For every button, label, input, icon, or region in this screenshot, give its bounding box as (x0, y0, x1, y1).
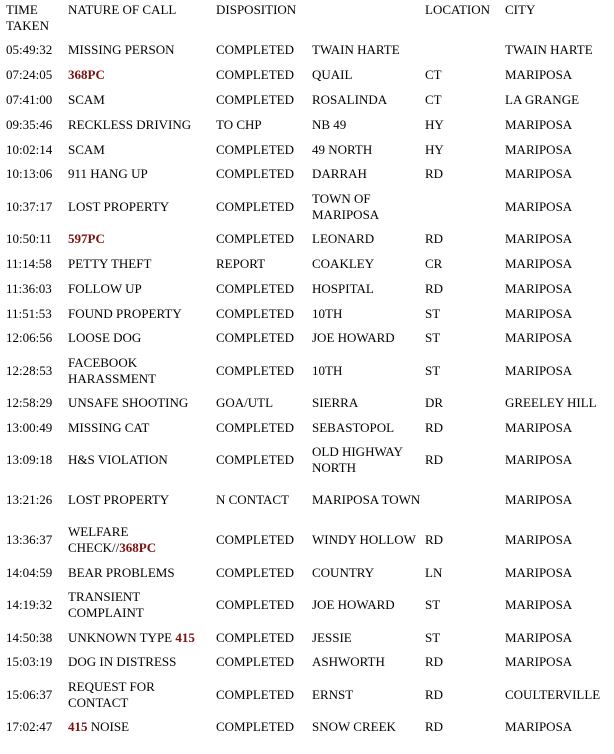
time-cell: 14:50:38 (6, 629, 53, 645)
disposition-cell: COMPLETED (216, 564, 294, 580)
nature-cell (68, 306, 216, 322)
header-disposition: DISPOSITION (216, 2, 297, 17)
location-cell: JOE HOWARD (312, 330, 395, 346)
location-type-cell: ST (425, 597, 441, 613)
disposition-cell: COMPLETED (216, 280, 294, 296)
disposition-cell: COMPLETED (216, 686, 294, 702)
table-row (6, 391, 612, 416)
nature-code: 415 (175, 629, 195, 645)
city-cell: MARIPOSA (505, 67, 573, 83)
nature-text: LOST PROPERTY (68, 492, 170, 508)
location-type-cell: ST (425, 305, 441, 321)
time-cell: 10:02:14 (6, 141, 53, 157)
location-type-cell: CR (425, 255, 443, 271)
nature-cell (68, 492, 216, 508)
table-row (6, 675, 612, 715)
city-cell: MARIPOSA (505, 305, 573, 321)
time-cell: 07:41:00 (6, 91, 53, 107)
city-cell: MARIPOSA (505, 255, 573, 271)
city-cell: MARIPOSA (505, 231, 573, 247)
nature-text: BEAR PROBLEMS (68, 564, 175, 580)
nature-text: SCAM (68, 141, 105, 157)
time-cell: 15:06:37 (6, 686, 53, 702)
table-row (6, 440, 612, 480)
location-cell: COUNTRY (312, 564, 375, 580)
time-cell: 10:13:06 (6, 166, 53, 182)
time-cell: 12:58:29 (6, 395, 53, 411)
table-row (6, 88, 612, 113)
location-type-cell: RD (425, 719, 444, 735)
time-cell: 15:03:19 (6, 654, 53, 670)
table-row (6, 326, 612, 351)
location-cell: ASHWORTH (312, 654, 385, 670)
location-cell: QUAIL (312, 67, 353, 83)
location-cell: MARIPOSA TOWN (312, 492, 421, 508)
location-cell: 49 NORTH (312, 141, 373, 157)
location-type-cell: LN (425, 564, 443, 580)
call-log-table (6, 0, 612, 740)
table-row (6, 301, 612, 326)
disposition-cell: GOA/UTL (216, 395, 274, 411)
nature-text: RECKLESS DRIVING (68, 116, 192, 132)
disposition-cell: COMPLETED (216, 166, 294, 182)
table-row (6, 112, 612, 137)
time-cell: 11:51:53 (6, 305, 52, 321)
table-body (6, 38, 612, 740)
nature-text: PETTY THEFT (68, 255, 152, 271)
table-row (6, 276, 612, 301)
table-row (6, 227, 612, 252)
nature-cell (68, 452, 216, 468)
city-cell: MARIPOSA (505, 719, 573, 735)
nature-text: LOST PROPERTY (68, 198, 170, 214)
nature-text: FOLLOW UP (68, 280, 142, 296)
location-type-cell: HY (425, 116, 444, 132)
time-cell: 09:35:46 (6, 116, 53, 132)
nature-text: UNSAFE SHOOTING (68, 395, 189, 411)
location-type-cell: RD (425, 280, 444, 296)
disposition-cell: COMPLETED (216, 67, 294, 83)
location-cell: DARRAH (312, 166, 367, 182)
city-cell: MARIPOSA (505, 330, 573, 346)
location-cell: SIERRA (312, 395, 359, 411)
nature-cell (68, 524, 216, 556)
location-cell: TOWN OF MARIPOSA (312, 190, 380, 222)
nature-cell (68, 256, 216, 272)
disposition-cell: COMPLETED (216, 42, 294, 58)
header-nature: NATURE OF CALL (68, 2, 177, 17)
disposition-cell: N CONTACT (216, 492, 289, 508)
header-location: LOCATION (425, 2, 490, 17)
disposition-cell: COMPLETED (216, 231, 294, 247)
location-cell: WINDY HOLLOW (312, 532, 416, 548)
nature-text: H&S VIOLATION (68, 452, 168, 468)
disposition-cell: COMPLETED (216, 305, 294, 321)
time-cell: 12:06:56 (6, 330, 53, 346)
table-row (6, 520, 612, 560)
city-cell: MARIPOSA (505, 141, 573, 157)
nature-code: 368PC (119, 540, 157, 556)
table-row (6, 650, 612, 675)
nature-cell (68, 395, 216, 411)
nature-text: 368PC (68, 67, 105, 83)
time-cell: 10:50:11 (6, 231, 52, 247)
time-cell: 10:37:17 (6, 198, 53, 214)
time-cell: 17:02:47 (6, 719, 53, 735)
nature-text: 911 HANG UP (68, 166, 148, 182)
time-cell: 07:24:05 (6, 67, 53, 83)
table-row (6, 351, 612, 391)
disposition-cell: COMPLETED (216, 91, 294, 107)
table-row (6, 416, 612, 441)
location-type-cell: CT (425, 67, 442, 83)
location-cell: SNOW CREEK (312, 719, 396, 735)
disposition-cell: COMPLETED (216, 419, 294, 435)
nature-cell (68, 719, 216, 735)
disposition-cell: COMPLETED (216, 629, 294, 645)
table-row (6, 162, 612, 187)
location-type-cell: CT (425, 91, 442, 107)
location-type-cell: RD (425, 419, 444, 435)
nature-text: NOISE (87, 719, 130, 735)
city-cell: MARIPOSA (505, 280, 573, 296)
disposition-cell: COMPLETED (216, 362, 294, 378)
table-row (6, 480, 612, 520)
city-cell: MARIPOSA (505, 492, 573, 508)
location-cell: JESSIE (312, 629, 352, 645)
nature-text: TRANSIENT COMPLAINT (68, 589, 144, 621)
nature-cell (68, 199, 216, 215)
location-cell: SEBASTOPOL (312, 419, 395, 435)
table-row (6, 137, 612, 162)
location-type-cell: ST (425, 330, 441, 346)
city-cell: GREELEY HILL (505, 395, 597, 411)
time-cell: 13:36:37 (6, 532, 53, 548)
time-cell: 12:28:53 (6, 362, 53, 378)
location-type-cell: RD (425, 452, 444, 468)
disposition-cell: COMPLETED (216, 654, 294, 670)
location-cell: HOSPITAL (312, 280, 374, 296)
nature-text: MISSING PERSON (68, 42, 175, 58)
location-type-cell: HY (425, 141, 444, 157)
nature-cell (68, 330, 216, 346)
city-cell: MARIPOSA (505, 198, 573, 214)
location-cell: OLD HIGHWAY NORTH (312, 444, 403, 476)
location-type-cell: RD (425, 532, 444, 548)
location-type-cell: RD (425, 686, 444, 702)
table-row (6, 625, 612, 650)
city-cell: LA GRANGE (505, 91, 580, 107)
location-type-cell: RD (425, 654, 444, 670)
city-cell: COULTERVILLE (505, 686, 601, 702)
nature-cell (68, 166, 216, 182)
nature-cell (68, 630, 216, 646)
nature-text: FOUND PROPERTY (68, 305, 182, 321)
time-cell: 11:36:03 (6, 280, 52, 296)
location-type-cell: ST (425, 629, 441, 645)
header-time: TIME TAKEN (6, 2, 50, 33)
location-cell: JOE HOWARD (312, 597, 395, 613)
location-type-cell: DR (425, 395, 444, 411)
nature-cell (68, 42, 216, 58)
nature-cell (68, 679, 216, 711)
nature-cell (68, 654, 216, 670)
disposition-cell: COMPLETED (216, 597, 294, 613)
nature-cell (68, 420, 216, 436)
location-cell: LEONARD (312, 231, 375, 247)
city-cell: MARIPOSA (505, 419, 573, 435)
nature-cell (68, 355, 216, 387)
table-row (6, 38, 612, 63)
nature-code: 415 (68, 719, 88, 735)
nature-cell (68, 565, 216, 581)
city-cell: MARIPOSA (505, 629, 573, 645)
city-cell: MARIPOSA (505, 532, 573, 548)
nature-cell (68, 142, 216, 158)
table-row (6, 585, 612, 625)
disposition-cell: COMPLETED (216, 719, 294, 735)
disposition-cell: REPORT (216, 255, 266, 271)
disposition-cell: COMPLETED (216, 532, 294, 548)
location-cell: NB 49 (312, 116, 347, 132)
time-cell: 13:21:26 (6, 492, 53, 508)
location-type-cell: RD (425, 166, 444, 182)
city-cell: MARIPOSA (505, 362, 573, 378)
time-cell: 14:19:32 (6, 597, 53, 613)
nature-cell (68, 67, 216, 83)
nature-cell (68, 231, 216, 247)
location-cell: 10TH (312, 305, 343, 321)
nature-text: SCAM (68, 91, 105, 107)
location-cell: ROSALINDA (312, 91, 388, 107)
time-cell: 13:00:49 (6, 419, 53, 435)
nature-text: MISSING CAT (68, 419, 150, 435)
nature-cell (68, 281, 216, 297)
location-cell: 10TH (312, 362, 343, 378)
time-cell: 11:14:58 (6, 255, 52, 271)
city-cell: TWAIN HARTE (505, 42, 593, 58)
disposition-cell: COMPLETED (216, 452, 294, 468)
header-city: CITY (505, 2, 536, 17)
nature-text: WELFARE CHECK// (68, 524, 129, 556)
nature-text: DOG IN DISTRESS (68, 654, 177, 670)
location-type-cell: ST (425, 362, 441, 378)
city-cell: MARIPOSA (505, 654, 573, 670)
header-row (6, 0, 612, 38)
nature-text: 597PC (68, 231, 105, 247)
location-cell: COAKLEY (312, 255, 375, 271)
time-cell: 13:09:18 (6, 452, 53, 468)
disposition-cell: COMPLETED (216, 198, 294, 214)
time-cell: 05:49:32 (6, 42, 53, 58)
city-cell: MARIPOSA (505, 166, 573, 182)
location-cell: ERNST (312, 686, 354, 702)
city-cell: MARIPOSA (505, 116, 573, 132)
nature-cell (68, 589, 216, 621)
disposition-cell: COMPLETED (216, 141, 294, 157)
table-row (6, 715, 612, 740)
table-row (6, 187, 612, 227)
location-cell: TWAIN HARTE (312, 42, 400, 58)
time-cell: 14:04:59 (6, 564, 53, 580)
disposition-cell: TO CHP (216, 116, 262, 132)
city-cell: MARIPOSA (505, 452, 573, 468)
location-type-cell: RD (425, 231, 444, 247)
city-cell: MARIPOSA (505, 597, 573, 613)
table-row (6, 560, 612, 585)
table-row (6, 63, 612, 88)
nature-text: REQUEST FOR CONTACT (68, 678, 155, 710)
nature-cell (68, 92, 216, 108)
nature-cell (68, 117, 216, 133)
nature-text: FACEBOOK HARASSMENT (68, 354, 157, 386)
nature-text: LOOSE DOG (68, 330, 142, 346)
table-row (6, 252, 612, 277)
disposition-cell: COMPLETED (216, 330, 294, 346)
nature-text: UNKNOWN TYPE (68, 629, 176, 645)
city-cell: MARIPOSA (505, 564, 573, 580)
